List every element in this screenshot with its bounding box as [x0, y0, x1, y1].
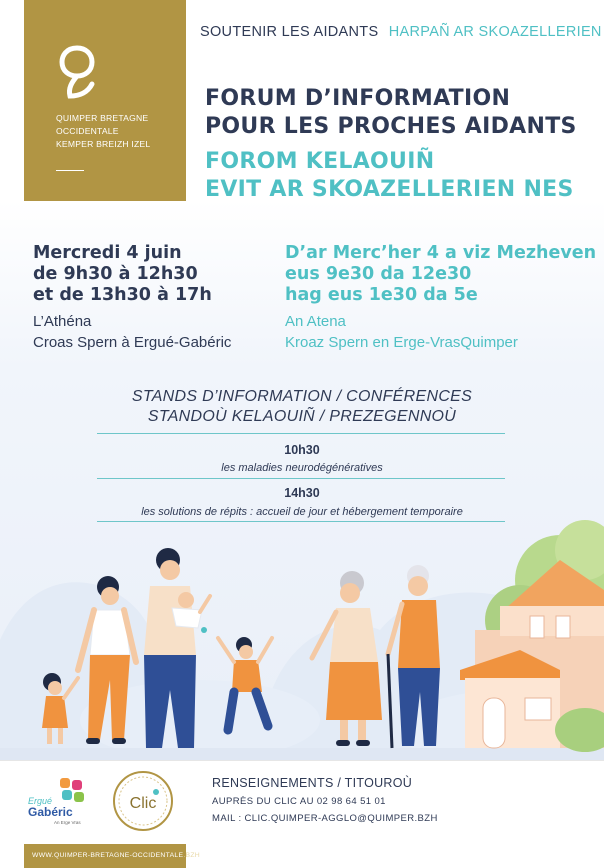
info-title: RENSEIGNEMENTS / TITOUROÙ: [212, 776, 413, 790]
clic-logo: [112, 770, 174, 832]
time-br-2: hag eus 1e30 da 5e: [285, 285, 478, 305]
time-fr-1: de 9h30 à 12h30: [33, 264, 198, 284]
qbo-logo-icon: [58, 44, 96, 102]
stands-heading-fr: STANDS D’INFORMATION / CONFÉRENCES: [131, 388, 473, 405]
ergue-gaberic-logo: [26, 776, 90, 828]
title-fr: [205, 85, 577, 141]
family-illustration: [0, 430, 604, 760]
tagline: [200, 24, 602, 40]
place-br: [285, 311, 518, 353]
time-fr-2: et de 13h30 à 17h: [33, 285, 212, 305]
ergue-name-2: Gabéric: [28, 805, 73, 819]
session-time: 14h30: [284, 486, 320, 500]
title-fr-line-2: POUR LES PROCHES AIDANTS: [205, 114, 577, 139]
info-phone: AUPRÈS DU CLIC AU 02 98 64 51 01: [212, 796, 386, 807]
venue-fr: L’Athéna: [33, 313, 92, 330]
website-bar[interactable]: [24, 844, 201, 868]
qbo-logo-text: [56, 112, 150, 151]
logo-line-2: OCCIDENTALE: [56, 126, 119, 136]
stands-heading-br: STANDOÙ KELAOUIÑ / PREZEGENNOÙ: [147, 408, 457, 425]
ergue-name-1: Ergué: [28, 796, 53, 806]
website-url-suffix[interactable]: .BZH: [183, 852, 201, 859]
address-br: Kroaz Spern en Erge-VrasQuimper: [285, 334, 518, 351]
date-block-fr: [33, 243, 212, 306]
date-fr: Mercredi 4 juin: [33, 243, 182, 263]
title-br: [205, 148, 574, 204]
logo-line-3: KEMPER BREIZH IZEL: [56, 139, 151, 149]
qbo-logo-block: [24, 0, 186, 201]
venue-br: An Atena: [285, 313, 346, 330]
date-br: D’ar Merc’her 4 a viz Mezheven: [285, 243, 597, 263]
footer-divider: [0, 760, 604, 761]
website-url[interactable]: WWW.QUIMPER-BRETAGNE-OCCIDENTALE: [32, 852, 184, 859]
logo-line-1: QUIMPER BRETAGNE: [56, 113, 149, 123]
info-mail[interactable]: MAIL : CLIC.QUIMPER-AGGLO@QUIMPER.BZH: [212, 813, 438, 824]
clic-name: Clic: [129, 795, 157, 812]
date-block-br: [285, 243, 596, 306]
title-br-line-1: FOROM KELAOUIÑ: [205, 149, 435, 174]
logo-rule: [56, 170, 84, 171]
tagline-fr: SOUTENIR LES AIDANTS: [200, 24, 379, 40]
session-time: 10h30: [284, 443, 320, 457]
title-br-line-2: EVIT AR SKOAZELLERIEN NES: [205, 177, 574, 202]
time-br-1: eus 9e30 da 12e30: [285, 264, 472, 284]
title-fr-line-1: FORUM D’INFORMATION: [205, 86, 511, 111]
session-topic: les maladies neurodégénératives: [221, 462, 383, 474]
ergue-sub: An Erge Vras: [54, 820, 81, 825]
session-topic: les solutions de répits : accueil de jour et hébergement temporaire: [141, 506, 463, 518]
tagline-br: HARPAÑ AR SKOAZELLERIEN: [388, 24, 602, 40]
place-fr: [33, 311, 231, 353]
address-fr: Croas Spern à Ergué-Gabéric: [33, 334, 232, 351]
